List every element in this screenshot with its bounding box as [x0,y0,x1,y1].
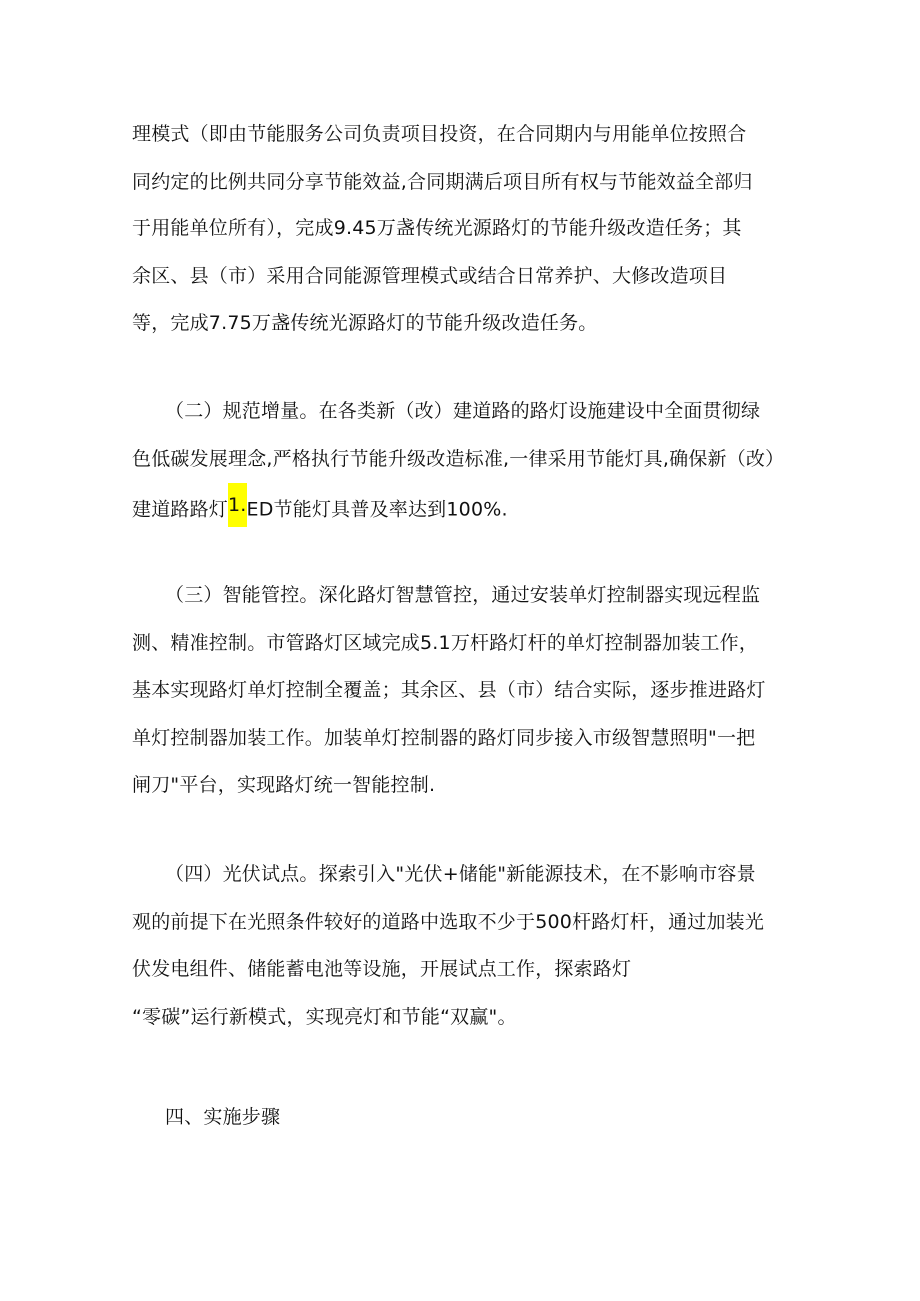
paragraph-1-line-4: 余区、县（市）采用合同能源管理模式或结合日常养护、大修改造项目 [132,265,728,287]
paragraph-2-line-3-text-after: ED节能灯具普及率达到100%. [246,498,508,521]
paragraph-3-line-3: 基本实现路灯单灯控制全覆盖；其余区、县（市）结合实际，逐步推进路灯 [132,679,766,701]
paragraph-2-line-2: 色低碳发展理念,严格执行节能升级改造标准,一律采用节能灯具,确保新（改） [132,448,785,470]
paragraph-2-line-1: （二）规范增量。在各类新（改）建道路的路灯设施建设中全面贯彻绿 [165,400,761,422]
paragraph-3-line-2: 测、精准控制。市管路灯区域完成5.1万杆路灯杆的单灯控制器加装工作， [132,632,759,654]
highlighted-text: 1. [228,483,247,527]
paragraph-1-line-3: 于用能单位所有），完成9.45万盏传统光源路灯的节能升级改造任务；其 [132,217,742,239]
paragraph-2-line-3-text-before: 建道路路灯 [132,498,229,521]
paragraph-4-line-4: “零碳”运行新模式，实现亮灯和节能“双赢"。 [132,1006,517,1028]
paragraph-2-line-3 [132,493,508,527]
paragraph-3-line-4: 单灯控制器加装工作。加装单灯控制器的路灯同步接入市级智慧照明"一把 [132,727,756,749]
paragraph-1-line-1: 理模式（即由节能服务公司负责项目投资，在合同期内与用能单位按照合 [132,123,747,145]
paragraph-1-line-2: 同约定的比例共同分享节能效益,合同期满后项目所有权与节能效益全部归 [132,171,753,193]
paragraph-3-line-1: （三）智能管控。深化路灯智慧管控，通过安装单灯控制器实现远程监 [165,584,761,606]
paragraph-3-line-5: 闸刀"平台，实现路灯统一智能控制. [132,774,436,796]
paragraph-4-line-3: 伏发电组件、储能蓄电池等设施，开展试点工作，探索路灯 [132,958,632,980]
section-heading: 四、实施步骤 [165,1106,281,1128]
paragraph-4-line-1: （四）光伏试点。探索引入"光伏+储能"新能源技术，在不影响市容景 [165,863,756,885]
paragraph-1-line-5: 等，完成7.75万盏传统光源路灯的节能升级改造任务。 [132,312,598,334]
paragraph-4-line-2: 观的前提下在光照条件较好的道路中选取不少于500杆路灯杆，通过加装光 [132,911,765,933]
